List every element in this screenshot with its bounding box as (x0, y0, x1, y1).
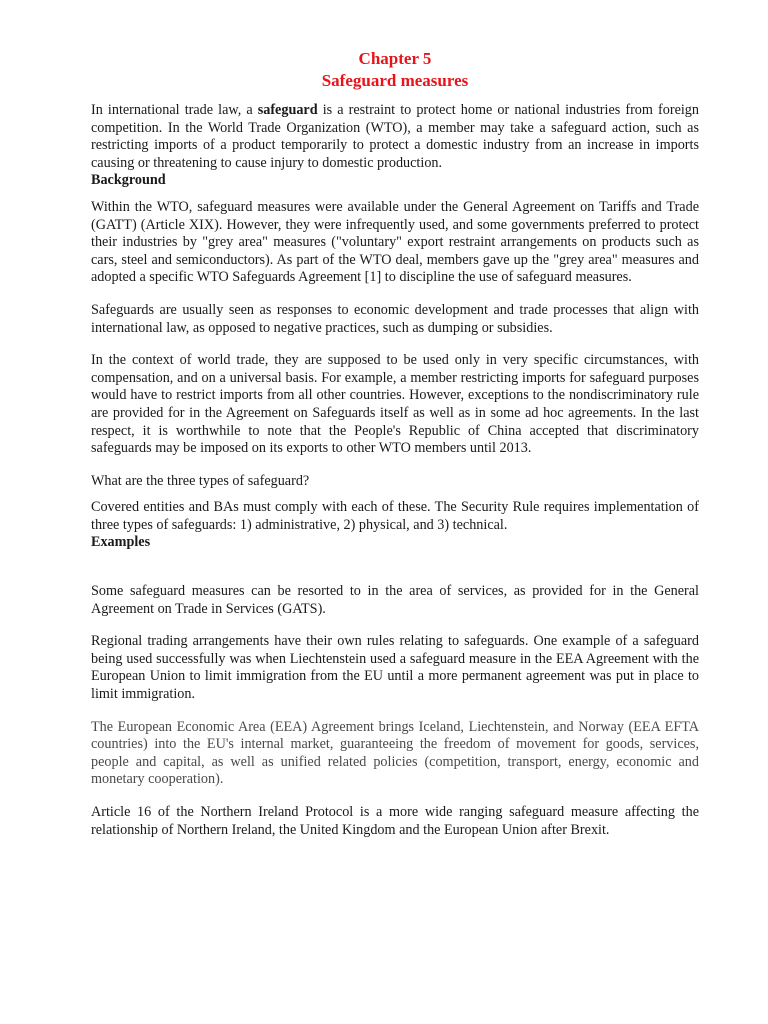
examples-paragraph-2: Regional trading arrangements have their own rules relating to safeguards. One example of a safeguard being used successfully was when Liechtenstein used a safeguard measure in the EEA Agreement with the European Union to limit immigration from the EU until a more permanent agreement was put in place to limit immigration. (91, 633, 699, 703)
intro-paragraph (91, 102, 699, 172)
examples-paragraph-4: Article 16 of the Northern Ireland Protocol is a more wide ranging safeguard measure affecting the relationship of Northern Ireland, the United Kingdom and the European Union after Brexit. (91, 804, 699, 838)
background-paragraph-1: Within the WTO, safeguard measures were available under the General Agreement on Tariffs and Trade (GATT) (Article XIX). However, they were infrequently used, and some governments preferred to protect their industries by "grey area" measures ("voluntary" export restraint arrangements on products such as cars, steel and semiconductors). As part of the WTO deal, members gave up the "grey area" measures and adopted a specific WTO Safeguards Agreement [1] to discipline the use of safeguard measures. (91, 198, 699, 286)
intro-post: is a restraint to protect home or national industries from foreign competition. In the World Trade Organization (WTO), a member may take a safeguard action, such as restricting imports of a product temporarily to protect a domestic industry from an increase in imports causing or threatening to cause injury to domestic production. (91, 102, 699, 171)
background-question: What are the three types of safeguard? (91, 472, 310, 489)
background-paragraph-3: In the context of world trade, they are supposed to be used only in very specific circumstances, with compensation, and on a universal basis. For example, a member restricting imports for safeguard purposes would have to restrict imports from all other countries. However, exceptions to the nondiscriminatory rule are provided for in the Agreement on Safeguards itself as well as in some ad hoc agreements. In the last respect, it is worthwhile to note that the People's Republic of China accepted that discriminatory safeguards may be imposed on its exports to other WTO members until 2013. (91, 352, 699, 457)
intro-term: safeguard (257, 102, 318, 118)
background-paragraph-2: Safeguards are usually seen as responses to economic development and trade processes that align with international law, as opposed to negative practices, such as dumping or subsidies. (91, 301, 699, 336)
examples-heading: Examples (91, 534, 151, 551)
chapter-title: Safeguard measures (321, 71, 469, 90)
examples-paragraph-1: Some safeguard measures can be resorted to in the area of services, as provided for in the General Agreement on Trade in Services (GATS). (91, 583, 699, 617)
document-page (91, 48, 699, 839)
chapter-header (91, 48, 699, 92)
background-heading: Background (91, 172, 166, 189)
intro-pre: In international trade law, a (91, 102, 258, 118)
examples-paragraph-3: The European Economic Area (EEA) Agreement brings Iceland, Liechtenstein, and Norway (EEA EFTA countries) into the EU's internal market, guaranteeing the freedom of movement for goods, services, people and capital, as well as unified related policies (competition, transport, energy, economic and monetary cooperation). (91, 718, 699, 788)
chapter-number: Chapter 5 (358, 49, 432, 68)
background-paragraph-4: Covered entities and BAs must comply with each of these. The Security Rule requires implementation of three types of safeguards: 1) administrative, 2) physical, and 3) technical. (91, 499, 699, 533)
